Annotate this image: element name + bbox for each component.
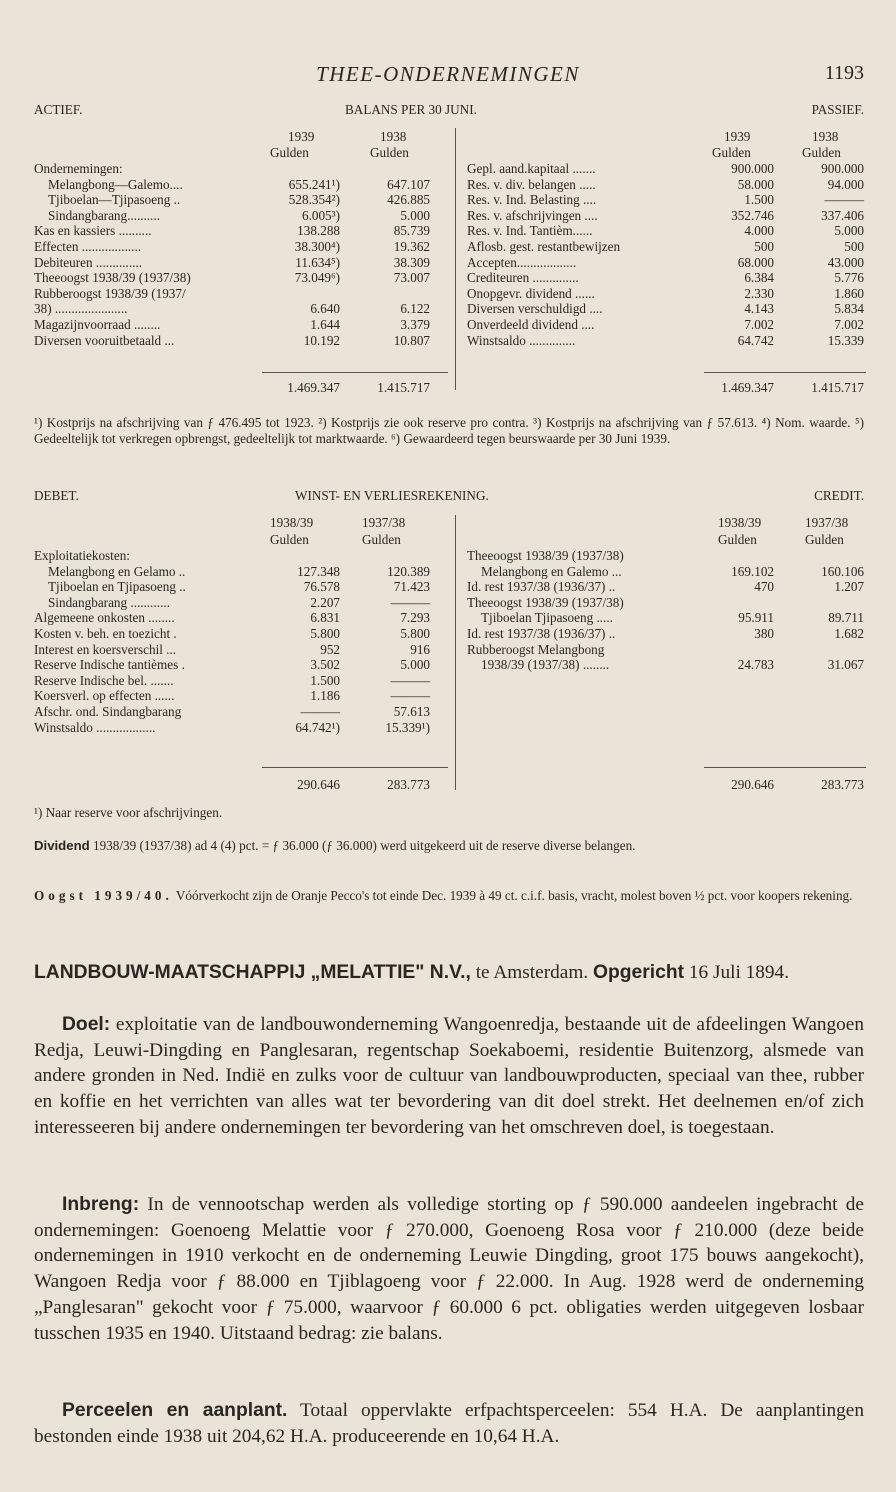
debit-row-a: 6.831 xyxy=(310,610,340,626)
asset-row-v1939: 528.354²) xyxy=(288,192,340,208)
liability-row-label: Winstsaldo .............. xyxy=(467,332,576,348)
liability-row-label: Crediteuren .............. xyxy=(467,270,579,286)
liability-row-v1939: 64.742 xyxy=(737,332,774,348)
debit-row-b: ——— xyxy=(390,594,430,610)
debit-row-a: 952 xyxy=(320,641,340,657)
asset-row-v1938: 19.362 xyxy=(393,239,430,254)
credit-row-label: Id. rest 1937/38 (1936/37) .. xyxy=(467,626,616,641)
liability-row-label: Onopgevr. dividend ...... xyxy=(467,285,595,301)
balance-year-1939-left: 1939 xyxy=(288,129,315,144)
doel-text: exploitatie van de landbouwonderneming Wangoenredja, bestaande uit de afdeelingen Wangoen Redja, Leuwi-Dingding en Panglesaran, regentschap Soekaboemi, residentie Buitenzorg, alsmede van andere gronden in Ned. Indië en zulks voor de cultuur van landbouwproducten, speciaal van thee, rubber en koffie en het verrichten van alles wat ter bevordering van dit doel strekt. Het deelnemen en/of zich interesseeren bij andere ondernemingen ter bevordering van het omschreven doel, is toegestaan. xyxy=(34,1014,864,1138)
debit-row-label: Interest en koersverschil ... xyxy=(34,641,177,657)
credit-row-b: 89.711 xyxy=(828,610,864,626)
liability-row-label: Res. v. afschrijvingen .... xyxy=(467,207,598,223)
asset-row-label: Rubberoogst 1938/39 (1937/ xyxy=(34,285,186,301)
liability-row-label: Res. v. div. belangen ..... xyxy=(467,176,596,192)
pl-currency-left-a: Gulden xyxy=(270,532,309,547)
asset-row-v1939: 10.192 xyxy=(303,332,340,348)
credit-row-label: 1938/39 (1937/38) ........ xyxy=(481,657,610,673)
inbreng-label: Inbreng: xyxy=(62,1194,140,1215)
credit-row-b: 1.207 xyxy=(834,579,864,595)
liability-row-v1939: 7.002 xyxy=(744,317,774,332)
debit-row-a: 2.207 xyxy=(310,594,340,610)
perceelen-label: Perceelen en aanplant. xyxy=(62,1400,288,1421)
debit-row-label: Koersverl. op effecten ...... xyxy=(34,688,175,704)
debit-row-b: 57.613 xyxy=(393,704,430,719)
balance-currency-right-a: Gulden xyxy=(712,145,751,160)
debit-row-b: ——— xyxy=(390,672,430,688)
balance-year-1938-left: 1938 xyxy=(380,129,407,144)
credit-row-label: Melangbong en Galemo ... xyxy=(481,563,622,579)
asset-row-label: 38) ...................... xyxy=(34,301,128,317)
credit-row-b: 1.682 xyxy=(834,626,864,641)
balance-total-right-1938: 1.415.717 xyxy=(811,380,864,395)
asset-row-label: Magazijnvoorraad ........ xyxy=(34,317,161,332)
credit-row-a: 380 xyxy=(754,626,774,641)
liability-row-v1939: 58.000 xyxy=(737,176,774,192)
balance-year-1938-right: 1938 xyxy=(812,129,839,144)
debit-row-label: Melangbong en Gelamo .. xyxy=(48,563,186,579)
founded-date: 16 Juli 1894. xyxy=(684,962,790,983)
pl-year-a-right: 1938/39 xyxy=(718,515,762,530)
debit-row-label: Winstsaldo .................. xyxy=(34,719,156,735)
liability-row-v1938: 5.776 xyxy=(834,270,864,286)
running-title: THEE-ONDERNEMINGEN xyxy=(316,62,580,86)
liability-row-v1939: 2.330 xyxy=(744,285,774,301)
debit-row-label: Sindangbarang ............ xyxy=(48,594,170,610)
debit-row-label: Exploitatiekosten: xyxy=(34,548,130,563)
asset-row-v1939: 655.241¹) xyxy=(288,176,340,192)
asset-row-label: Effecten .................. xyxy=(34,239,142,254)
credit-row-label: Theeoogst 1938/39 (1937/38) xyxy=(467,594,624,610)
inbreng-paragraph xyxy=(34,1192,864,1346)
pl-currency-right-b: Gulden xyxy=(805,532,844,547)
liability-row-v1939: 6.384 xyxy=(744,270,774,286)
debit-row-a: 127.348 xyxy=(297,563,340,579)
balance-total-left-1938: 1.415.717 xyxy=(377,380,430,395)
pl-divider xyxy=(455,515,456,790)
balance-year-1939-right: 1939 xyxy=(724,129,751,144)
founded-label: Opgericht xyxy=(592,962,685,983)
asset-row-label: Sindangbarang.......... xyxy=(48,207,161,223)
credit-row-a: 95.911 xyxy=(738,610,774,626)
debet-heading: DEBET. xyxy=(34,488,79,503)
asset-row-label: Ondernemingen: xyxy=(34,161,123,176)
credit-row-label: Theeoogst 1938/39 (1937/38) xyxy=(467,548,624,563)
debit-row-b: 7.293 xyxy=(400,610,430,626)
asset-row-v1938: 73.007 xyxy=(393,270,430,286)
asset-row-v1938: 426.885 xyxy=(387,192,430,208)
pl-currency-right-a: Gulden xyxy=(718,532,757,547)
balance-heading: BALANS PER 30 JUNI. xyxy=(345,102,477,117)
page-number: 1193 xyxy=(824,62,864,84)
balance-total-right-1939: 1.469.347 xyxy=(721,380,774,395)
liability-row-v1938: 43.000 xyxy=(827,254,864,270)
liability-row-v1938: 900.000 xyxy=(821,161,864,176)
liability-row-v1939: 4.000 xyxy=(744,223,774,239)
asset-row-v1938: 85.739 xyxy=(393,223,430,239)
doel-paragraph xyxy=(34,1012,864,1141)
pl-total-rule-left xyxy=(262,767,448,768)
dividend-label: Dividend xyxy=(34,838,90,853)
asset-row-v1938: 3.379 xyxy=(400,317,430,332)
asset-row-label: Melangbong—Galemo.... xyxy=(48,176,183,192)
perceelen-paragraph xyxy=(34,1398,864,1449)
asset-row-v1939: 6.005³) xyxy=(301,207,340,223)
debit-row-b: 120.389 xyxy=(387,563,430,579)
liability-row-v1939: 352.746 xyxy=(731,207,774,223)
asset-row-v1939: 138.288 xyxy=(297,223,340,239)
debit-row-a: 3.502 xyxy=(310,657,340,673)
asset-row-label: Kas en kassiers .......... xyxy=(34,223,152,239)
credit-row-b: 31.067 xyxy=(827,657,864,673)
asset-row-label: Debiteuren .............. xyxy=(34,254,143,270)
dividend-text: 1938/39 (1937/38) ad 4 (4) pct. = ƒ 36.000 (ƒ 36.000) werd uitgekeerd uit de reserve diverse belangen. xyxy=(89,838,636,853)
asset-row-label: Diversen vooruitbetaald ... xyxy=(34,332,175,348)
debit-row-a: 64.742¹) xyxy=(295,719,340,735)
oogst-paragraph xyxy=(34,888,864,904)
debit-row-b: ——— xyxy=(390,688,430,704)
asset-row-v1939: 1.644 xyxy=(310,317,340,332)
debit-row-a: ——— xyxy=(300,704,340,719)
liability-row-v1938: 5.834 xyxy=(834,301,864,317)
oogst-text: Vóórverkocht zijn de Oranje Pecco's tot einde Dec. 1939 à 49 ct. c.i.f. basis, vracht, molest boven ½ pct. voor koopers rekening. xyxy=(172,888,853,903)
credit-row-a: 24.783 xyxy=(737,657,774,673)
credit-row-label: Rubberoogst Melangbong xyxy=(467,641,605,657)
balance-currency-right-b: Gulden xyxy=(802,145,841,160)
liability-row-v1939: 900.000 xyxy=(731,161,774,176)
credit-row-label: Tjiboelan Tjipasoeng ..... xyxy=(481,610,613,626)
credit-row-label: Id. rest 1937/38 (1936/37) .. xyxy=(467,579,616,595)
liability-row-label: Onverdeeld dividend .... xyxy=(467,317,595,332)
company-heading xyxy=(34,960,864,986)
debit-row-b: 5.000 xyxy=(400,657,430,673)
debit-row-b: 5.800 xyxy=(400,626,430,641)
asset-row-v1938: 10.807 xyxy=(393,332,430,348)
balance-footnote: ¹) Kostprijs na afschrijving van ƒ 476.495 tot 1923. ²) Kostprijs zie ook reserve pro contra. ³) Kostprijs na afschrijving van ƒ 57.613. ⁴) Nom. waarde. ⁵) Gedeeltelijk tot verkregen opbrengst, gedeeltelijk tot marktwaarde. ⁶) Gewaardeerd tegen beurswaarde per 30 Juni 1939. xyxy=(34,415,864,446)
liability-row-v1938: 7.002 xyxy=(834,317,864,332)
liability-row-label: Aflosb. gest. restantbewijzen xyxy=(467,239,621,254)
asset-row-v1938: 38.309 xyxy=(393,254,430,270)
pl-total-right-a: 290.646 xyxy=(731,777,774,792)
asset-row-v1939: 11.634⁵) xyxy=(295,254,340,270)
asset-row-v1938: 647.107 xyxy=(387,176,430,192)
pl-currency-left-b: Gulden xyxy=(362,532,401,547)
debit-row-a: 1.500 xyxy=(310,672,340,688)
liability-row-label: Diversen verschuldigd .... xyxy=(467,301,603,317)
debit-row-b: 71.423 xyxy=(393,579,430,595)
debit-row-b: 916 xyxy=(410,641,430,657)
balance-currency-left-b: Gulden xyxy=(370,145,409,160)
debit-row-a: 5.800 xyxy=(310,626,340,641)
doel-label: Doel: xyxy=(62,1014,111,1035)
liability-row-v1939: 68.000 xyxy=(737,254,774,270)
liability-row-label: Res. v. Ind. Belasting .... xyxy=(467,192,597,208)
debit-row-label: Tjiboelan en Tjipasoeng .. xyxy=(48,579,186,595)
debit-row-label: Kosten v. beh. en toezicht . xyxy=(34,626,177,641)
asset-row-label: Tjiboelan—Tjipasoeng .. xyxy=(48,192,181,208)
pl-heading: WINST- EN VERLIESREKENING. xyxy=(295,488,489,503)
liability-row-label: Accepten.................. xyxy=(467,254,577,270)
liability-row-label: Res. v. Ind. Tantièm...... xyxy=(467,223,593,239)
liability-row-v1938: 94.000 xyxy=(827,176,864,192)
oogst-label: Oogst 1939/40. xyxy=(34,888,173,903)
pl-total-rule-right xyxy=(704,767,866,768)
credit-row-a: 169.102 xyxy=(731,563,774,579)
liability-row-label: Gepl. aand.kapitaal ....... xyxy=(467,161,596,176)
pl-year-b-right: 1937/38 xyxy=(805,515,849,530)
liability-row-v1938: 5.000 xyxy=(834,223,864,239)
debit-row-label: Reserve Indische bel. ....... xyxy=(34,672,174,688)
pl-year-b-left: 1937/38 xyxy=(362,515,406,530)
asset-row-label: Theeoogst 1938/39 (1937/38) xyxy=(34,270,191,286)
credit-row-a: 470 xyxy=(754,579,774,595)
credit-row-b: 160.106 xyxy=(821,563,864,579)
pl-footnote: ¹) Naar reserve voor afschrijvingen. xyxy=(34,805,223,820)
debit-row-label: Algemeene onkosten ........ xyxy=(34,610,175,626)
inbreng-text: In de vennootschap werden als volledige storting op ƒ 590.000 aandeelen ingebracht de ondernemingen: Goenoeng Melattie voor ƒ 270.000, Goenoeng Rosa voor ƒ 210.000 (deze beide ondernemingen in 1910 verkocht en de onderneming Leuwie Dingding, groot 175 bouws aangekocht), Wangoen Redja voor ƒ 88.000 en Tjiblagoeng voor ƒ 22.000. In Aug. 1928 werd de onderneming „Panglesaran" gekocht voor ƒ 75.000, waarvoor ƒ 60.000 6 pct. obligaties werden uitgegeven losbaar tusschen 1935 en 1940. Uitstaand bedrag: zie balans. xyxy=(34,1194,864,1344)
dividend-paragraph xyxy=(34,838,864,854)
company-location: te Amsterdam. xyxy=(470,962,593,983)
liability-row-v1938: 15.339 xyxy=(827,332,864,348)
liability-row-v1938: 337.406 xyxy=(821,207,864,223)
asset-row-v1938: 6.122 xyxy=(400,301,430,317)
balance-currency-left-a: Gulden xyxy=(270,145,309,160)
liability-row-v1938: 1.860 xyxy=(834,285,864,301)
asset-row-v1938: 5.000 xyxy=(400,207,430,223)
liability-row-v1938: ——— xyxy=(824,192,864,208)
pl-year-a-left: 1938/39 xyxy=(270,515,314,530)
liability-row-v1939: 500 xyxy=(754,239,774,254)
company-name: LANDBOUW-MAATSCHAPPIJ „MELATTIE" N.V., xyxy=(34,962,471,983)
asset-row-v1939: 6.640 xyxy=(310,301,340,317)
debit-row-a: 76.578 xyxy=(303,579,340,595)
debit-row-label: Afschr. ond. Sindangbarang xyxy=(34,704,182,719)
liability-row-v1939: 4.143 xyxy=(744,301,774,317)
debit-row-label: Reserve Indische tantièmes . xyxy=(34,657,185,673)
liability-row-v1938: 500 xyxy=(844,239,864,254)
balance-total-left-1939: 1.469.347 xyxy=(287,380,340,395)
perceelen-text: Totaal oppervlakte erfpachtsperceelen: 554 H.A. De aanplantingen bestonden einde 1938 uit 204,62 H.A. produceerende en 10,64 H.A. xyxy=(34,1400,864,1447)
debit-row-b: 15.339¹) xyxy=(385,719,430,735)
liability-row-v1939: 1.500 xyxy=(744,192,774,208)
pl-total-left-b: 283.773 xyxy=(387,777,430,792)
asset-row-v1939: 73.049⁶) xyxy=(294,270,340,286)
asset-row-v1939: 38.300⁴) xyxy=(294,239,340,254)
pl-total-left-a: 290.646 xyxy=(297,777,340,792)
pl-total-right-b: 283.773 xyxy=(821,777,864,792)
credit-heading: CREDIT. xyxy=(814,488,864,503)
passief-heading: PASSIEF. xyxy=(811,102,864,117)
actief-heading: ACTIEF. xyxy=(34,102,83,117)
debit-row-a: 1.186 xyxy=(310,688,340,704)
